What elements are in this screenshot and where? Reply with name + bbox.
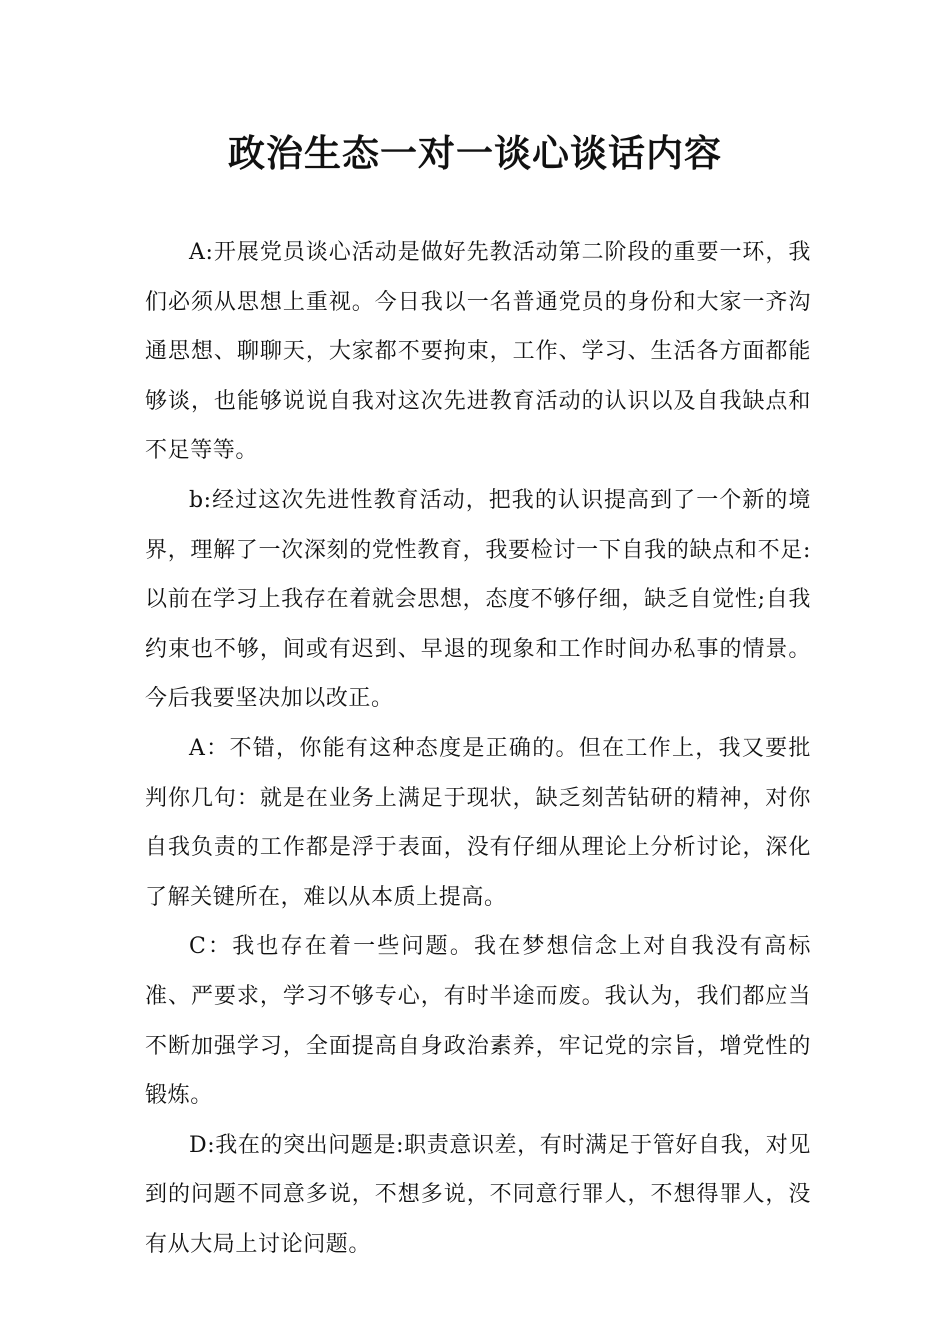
paragraph-a-critique: A：不错，你能有这种态度是正确的。但在工作上，我又要批判你几句：就是在业务上满足于现状，缺乏刻苦钻研的精神，对你自我负责的工作都是浮于表面，没有仔细从理论上分析讨论，深化了解关键所在，难以从本质上提高。 bbox=[145, 735, 811, 910]
paragraph-b-self-review: b:经过这次先进性教育活动，把我的认识提高到了一个新的境界，理解了一次深刻的党性教育，我要检讨一下自我的缺点和不足:以前在学习上我存在着就会思想，态度不够仔细，缺乏自觉性;自我约束也不够，间或有迟到、早退的现象和工作时间办私事的情景。今后我要坚决加以改正。 bbox=[145, 487, 811, 712]
paragraph-c-response: C：我也存在着一些问题。我在梦想信念上对自我没有高标准、严要求，学习不够专心，有时半途而废。我认为，我们都应当不断加强学习，全面提高自身政治素养，牢记党的宗旨，增党性的锻炼。 bbox=[145, 934, 811, 1109]
document-body bbox=[145, 228, 811, 1269]
document-title: 政治生态一对一谈心谈话内容 bbox=[228, 132, 722, 175]
paragraph-a-opening: A:开展党员谈心活动是做好先教活动第二阶段的重要一环，我们必须从思想上重视。今日我以一名普通党员的身份和大家一齐沟通思想、聊聊天，大家都不要拘束，工作、学习、生活各方面都能够谈，也能够说说自我对这次先进教育活动的认识以及自我缺点和不足等等。 bbox=[145, 240, 811, 464]
paragraph-d-response: D:我在的突出问题是:职责意识差，有时满足于管好自我，对见到的问题不同意多说，不想多说，不同意行罪人，不想得罪人，没有从大局上讨论问题。 bbox=[145, 1132, 811, 1257]
